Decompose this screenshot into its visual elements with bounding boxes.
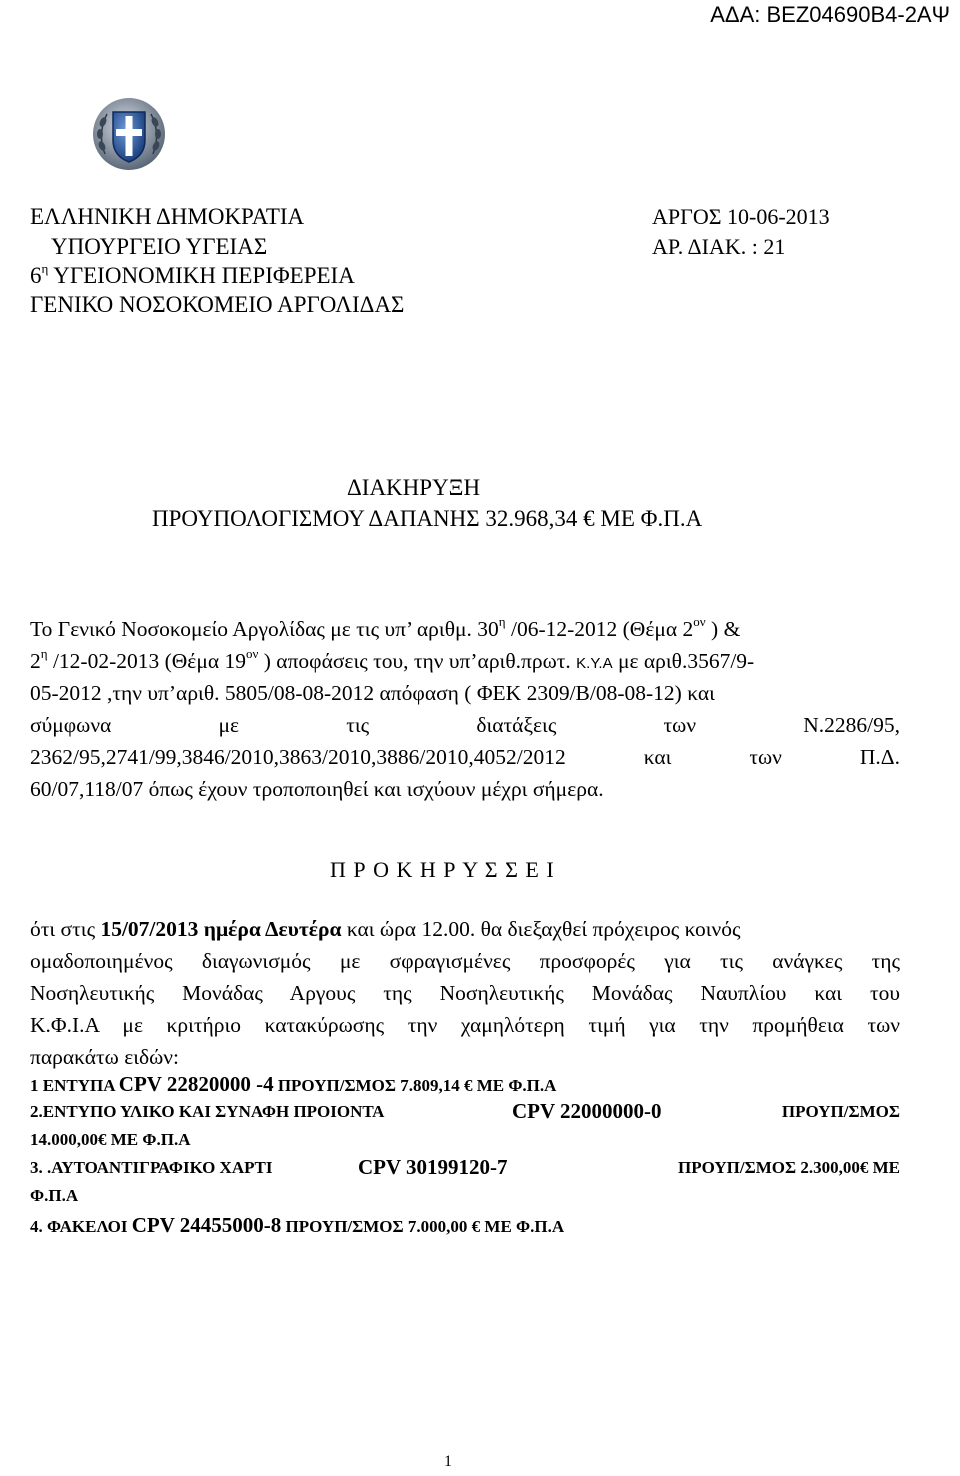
intro-line-1 [30, 614, 741, 642]
header-ministry: ΥΠΟΥΡΓΕΙΟ ΥΓΕΙΑΣ [51, 234, 268, 259]
intro-line-5: 2362/95,2741/99,3846/2010,3863/2010,3886/2010,4052/2012 και των Π.Δ. [30, 745, 900, 769]
intro-l1-sup2: ον [693, 614, 706, 629]
body-line-5: παρακάτω ειδών: [30, 1045, 179, 1069]
intro-l2-sup2: ον [246, 646, 259, 661]
intro-line-4: σύμφωνα με τις διατάξεις των Ν.2286/95, [30, 713, 900, 737]
item-1-cpv: CPV 22820000 -4 [118, 1072, 274, 1096]
item-4-label: 4. ΦΑΚΕΛΟΙ [30, 1217, 132, 1236]
header-region-text: ΥΓΕΙΟΝΟΜΙΚΗ ΠΕΡΙΦΕΡΕΙΑ [53, 263, 355, 288]
item-1-label: 1 ΕΝΤΥΠΑ [30, 1076, 119, 1095]
tender-date: 15/07/2013 ημέρα Δευτέρα [100, 917, 342, 941]
item-2-label: 2.ΕΝΤΥΠΟ ΥΛΙΚΟ ΚΑΙ ΣΥΝΑΦΗ ΠΡΟΙΟΝΤΑ [30, 1102, 385, 1121]
intro-line-6: 60/07,118/07 όπως έχουν τροποποιηθεί και ισχύουν μέχρι σήμερα. [30, 777, 604, 801]
ada-code: ΑΔΑ: ΒΕΖ04690Β4-2ΑΨ [710, 2, 950, 27]
intro-l1c: ) & [705, 617, 741, 641]
item-2-amount: 14.000,00€ ΜΕ Φ.Π.Α [30, 1130, 191, 1149]
item-1-budget: ΠΡΟΥΠ/ΣΜΟΣ 7.809,14 € ΜΕ Φ.Π.Α [273, 1076, 557, 1095]
intro-l1-sup1: η [498, 614, 506, 629]
intro-l2-sup1: η [40, 646, 48, 661]
body-line-2: ομαδοποιημένος διαγωνισμός με σφραγισμένες προσφορές για τις ανάγκες της [30, 949, 900, 973]
header-health-region [30, 263, 355, 289]
item-3-label: 3. .ΑΥΤΟΑΝΤΙΓΡΑΦΙΚΟ ΧΑΡΤΙ [30, 1158, 273, 1177]
header-region-number: 6 [30, 263, 42, 288]
intro-l2e: με αριθ.3567/9- [612, 649, 755, 673]
header-hospital: ΓΕΝΙΚΟ ΝΟΣΟΚΟΜΕΙΟ ΑΡΓΟΛΙΔΑΣ [30, 292, 405, 317]
intro-l1b: /06-12-2012 (Θέμα 2 [505, 617, 694, 641]
document-title: ΔΙΑΚΗΡΥΞΗ [347, 475, 481, 500]
greek-emblem-icon [91, 96, 167, 172]
item-2-budget-label: ΠΡΟΥΠ/ΣΜΟΣ [781, 1102, 900, 1121]
item-3-cpv: CPV 30199120-7 [358, 1155, 508, 1179]
item-4 [30, 1213, 564, 1238]
intro-l1a: Το Γενικό Νοσοκομείο Αργολίδας με τις υπ’ αριθμ. 30 [30, 617, 499, 641]
body-line-1 [30, 917, 740, 942]
item-4-budget: ΠΡΟΥΠ/ΣΜΟΣ 7.000,00 € ΜΕ Φ.Π.Α [281, 1217, 565, 1236]
body-line-4: Κ.Φ.Ι.Α με κριτήριο κατακύρωσης την χαμηλότερη τιμή για την προμήθεια των [30, 1013, 900, 1037]
item-4-cpv: CPV 24455000-8 [131, 1213, 282, 1237]
item-3-vat: Φ.Π.Α [30, 1186, 79, 1205]
body-l1c: και ώρα 12.00. θα διεξαχθεί πρόχειρος κοινός [341, 917, 741, 941]
header-place-date: ΑΡΓΟΣ 10-06-2013 [652, 204, 830, 229]
item-2 [30, 1099, 900, 1123]
budget-line: ΠΡΟΥΠΟΛΟΓΙΣΜΟΥ ΔΑΠΑΝΗΣ 32.968,34 € ΜΕ Φ.Π.Α [152, 506, 703, 531]
intro-kya: Κ.Υ.Α [576, 655, 613, 672]
item-3-budget: ΠΡΟΥΠ/ΣΜΟΣ 2.300,00€ ΜΕ [678, 1158, 900, 1177]
body-line-3: Νοσηλευτικής Μονάδας Αργους της Νοσηλευτικής Μονάδας Ναυπλίου και του [30, 981, 900, 1005]
item-3 [30, 1155, 900, 1179]
intro-l2c: ) αποφάσεις του, την υπ’αριθ.πρωτ. [258, 649, 577, 673]
header-protocol-number: ΑΡ. ΔΙΑΚ. : 21 [652, 234, 786, 259]
item-2-cpv: CPV 22000000-0 [512, 1099, 662, 1123]
header-region-sup: η [41, 261, 49, 276]
header-state: ΕΛΛΗΝΙΚΗ ΔΗΜΟΚΡΑΤΙΑ [30, 204, 305, 229]
intro-line-2 [30, 646, 755, 674]
intro-l2a: 2 [30, 649, 41, 673]
intro-l2b: /12-02-2013 (Θέμα 19 [47, 649, 246, 673]
body-l1a: ότι στις [30, 917, 101, 941]
item-1 [30, 1072, 556, 1097]
intro-line-3: 05-2012 ,την υπ’αριθ. 5805/08-08-2012 απόφαση ( ΦΕΚ 2309/Β/08-08-12) και [30, 681, 715, 705]
page-number: 1 [444, 1453, 452, 1470]
proclamation-heading: Π Ρ Ο Κ Η Ρ Υ Σ Σ Ε Ι [330, 857, 555, 882]
